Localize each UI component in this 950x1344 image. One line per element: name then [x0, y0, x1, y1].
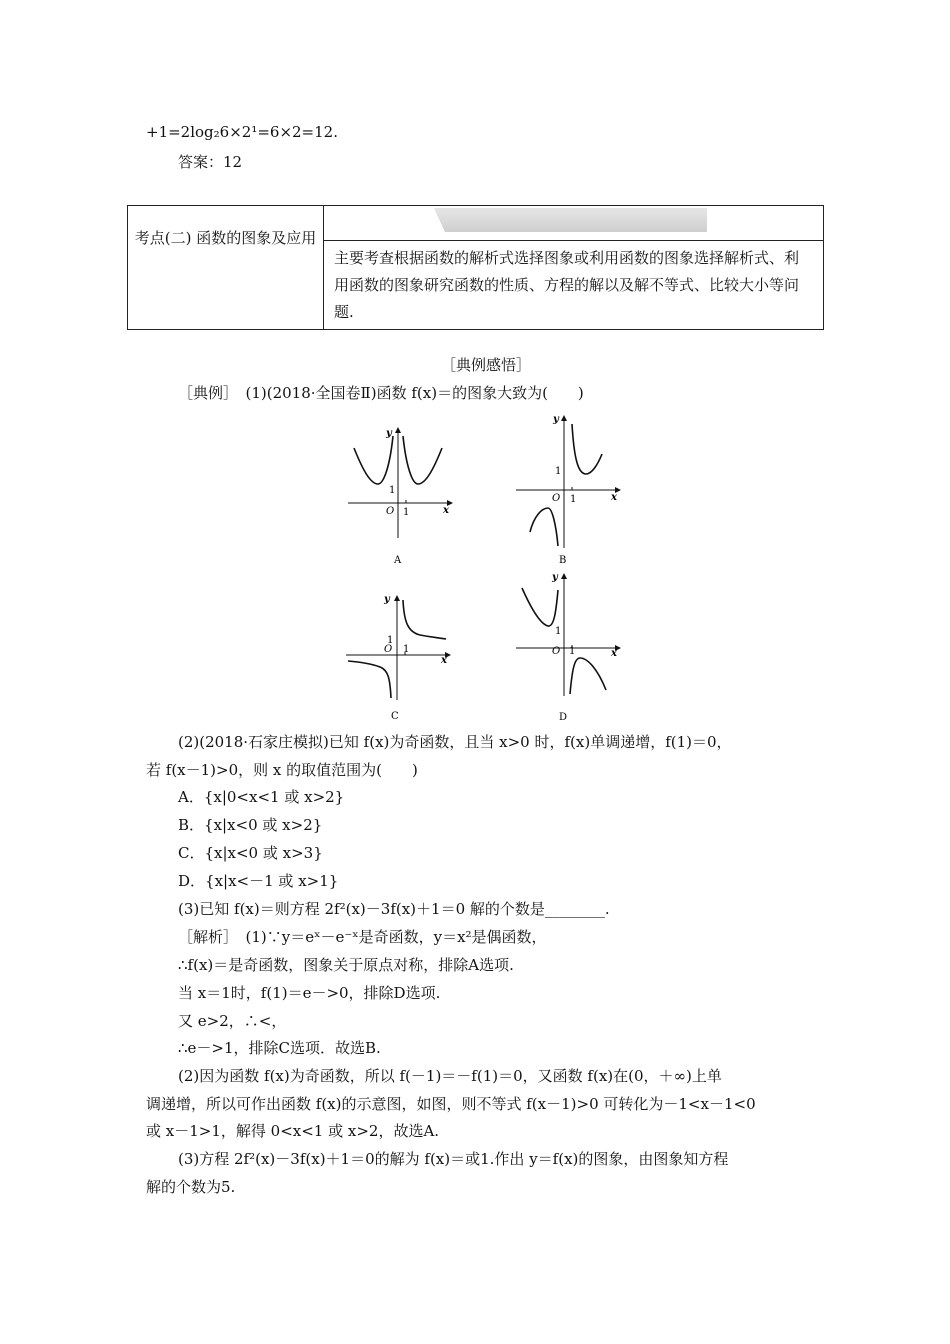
section-title: ［典例感悟］ — [441, 356, 532, 374]
analysis-line-5: ∴e－>1，排除C选项．故选B. — [178, 1039, 381, 1057]
graph-d — [510, 568, 630, 725]
graph-d-origin: O — [552, 646, 561, 657]
banner-decoration — [434, 208, 707, 232]
analysis-line-6: (2)因为函数 f(x)为奇函数，所以 f(－1)＝－f(1)＝0，又函数 f(x)在(0，＋∞)上单 — [178, 1067, 722, 1085]
graph-c-y-tick: 1 — [387, 635, 394, 646]
example-3: (3)已知 f(x)＝则方程 2f²(x)－3f(x)＋1＝0 解的个数是________. — [178, 900, 610, 918]
graph-c-x-tick: 1 — [403, 644, 410, 655]
top-line-1: +1=2log₂6×2¹=6×2=12. — [146, 123, 338, 141]
graph-c — [340, 590, 460, 725]
graph-d-y-label: y — [552, 572, 558, 583]
graph-c-y-label: y — [384, 594, 390, 605]
graph-b-x-tick: 1 — [570, 494, 577, 505]
graph-c-origin: O — [384, 644, 393, 655]
graph-d-x-tick: 1 — [569, 646, 576, 657]
analysis-line-10: 解的个数为5. — [146, 1178, 236, 1196]
example-2-option-d: D．{x|x<－1 或 x>1} — [178, 872, 339, 890]
graph-a-x-tick: 1 — [403, 507, 410, 518]
graph-d-label: D — [559, 712, 568, 723]
answer-line: 答案：12 — [178, 153, 243, 171]
graph-a-y-tick: 1 — [389, 485, 396, 496]
analysis-line-9: (3)方程 2f²(x)－3f(x)＋1＝0的解为 f(x)＝或1.作出 y＝f(x)的图象，由图象知方程 — [178, 1150, 729, 1168]
graph-a — [340, 420, 460, 570]
kaodian-title: 考点(二) 函数的图象及应用 — [128, 206, 324, 330]
example-2-option-c: C．{x|x<0 或 x>3} — [178, 844, 323, 862]
graph-b-x-label: x — [611, 492, 617, 503]
graph-b-label: B — [559, 555, 567, 566]
analysis-line-4: 又 e>2，∴<， — [178, 1012, 287, 1030]
graph-b-origin: O — [552, 493, 561, 504]
kaodian-banner-cell — [324, 206, 824, 241]
kaodian-description: 主要考查根据函数的解析式选择图象或利用函数的图象选择解析式、利用函数的图象研究函数的性质、方程的解以及解不等式、比较大小等问题. — [324, 241, 824, 330]
graph-a-origin: O — [386, 506, 395, 517]
graph-c-x-label: x — [441, 655, 447, 666]
graph-a-x-label: x — [443, 505, 449, 516]
graph-b-y-tick: 1 — [555, 466, 562, 477]
analysis-line-2: ∴f(x)＝是奇函数，图象关于原点对称，排除A选项. — [178, 956, 514, 974]
analysis-line-3: 当 x＝1时，f(1)＝e－>0，排除D选项. — [178, 984, 441, 1002]
analysis-line-7: 调递增，所以可作出函数 f(x)的示意图，如图，则不等式 f(x－1)>0 可转化为－1<x－1<0 — [146, 1095, 756, 1113]
analysis-line-1: ［解析］ (1)∵y＝eˣ－e⁻ˣ是奇函数，y＝x²是偶函数， — [178, 928, 547, 946]
graph-d-y-tick: 1 — [555, 626, 562, 637]
graph-b — [510, 408, 630, 570]
analysis-line-8: 或 x－1>1，解得 0<x<1 或 x>2，故选A. — [146, 1122, 440, 1140]
kaodian-table — [127, 205, 824, 330]
graph-a-label: A — [394, 555, 402, 566]
example-2-option-a: A．{x|0<x<1 或 x>2} — [178, 788, 345, 806]
example-2-line-2: 若 f(x－1)>0，则 x 的取值范围为( ) — [146, 761, 418, 779]
example-2-line-1: (2)(2018·石家庄模拟)已知 f(x)为奇函数，且当 x>0 时，f(x)单调递增，f(1)＝0， — [178, 733, 732, 751]
example-2-option-b: B．{x|x<0 或 x>2} — [178, 816, 323, 834]
example-1: ［典例］ (1)(2018·全国卷Ⅱ)函数 f(x)＝的图象大致为( ) — [178, 384, 584, 402]
graph-c-label: C — [391, 711, 399, 722]
graph-d-x-label: x — [611, 648, 617, 659]
graph-b-y-label: y — [553, 414, 559, 425]
graph-a-y-label: y — [386, 428, 392, 439]
